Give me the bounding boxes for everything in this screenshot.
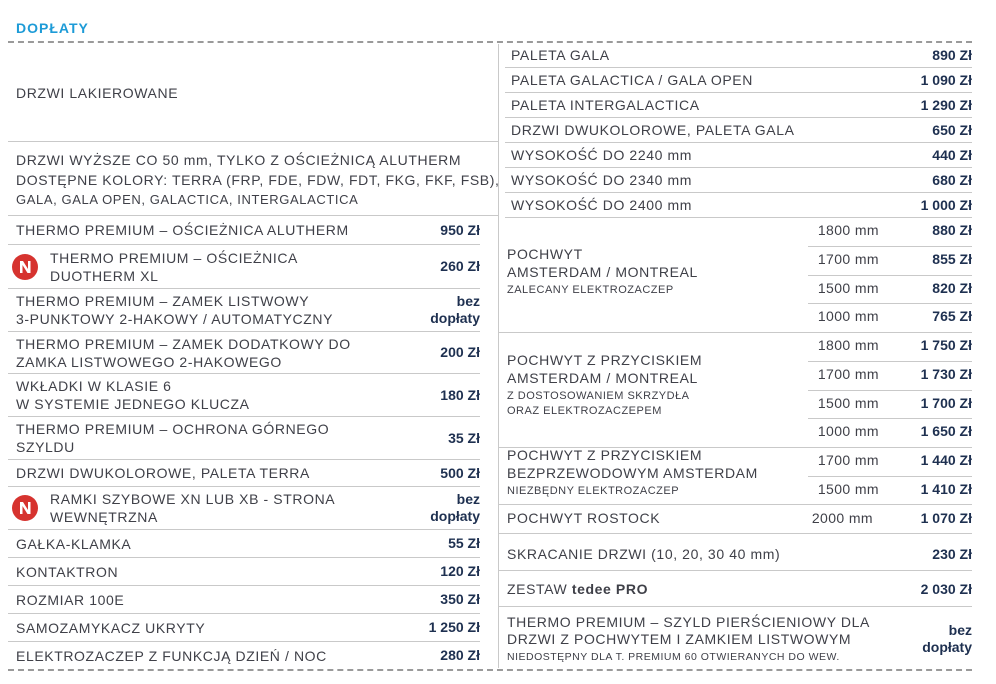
row-divider <box>8 529 480 530</box>
top-dashed-divider <box>8 41 972 43</box>
drzwi-wyzsze-line: DOSTĘPNE KOLORY: TERRA (FRP, FDE, FDW, FDT, FKG, FKF, FSB), <box>16 172 500 188</box>
handle-group-label: AMSTERDAM / MONTREAL <box>507 370 698 386</box>
row-divider <box>808 361 972 362</box>
handle-group-label: AMSTERDAM / MONTREAL <box>507 264 698 280</box>
handle-price: 1 750 Zł <box>920 337 972 353</box>
row-divider <box>505 67 972 68</box>
left-row-label: ZAMKA LISTWOWEGO 2-HAKOWEGO <box>16 353 282 370</box>
right-row-label: PALETA INTERGALACTICA <box>511 97 700 113</box>
row-divider <box>8 215 498 216</box>
handle-group-label: POCHWYT Z PRZYCISKIEM <box>507 447 703 463</box>
left-row-price: 180 Zł <box>440 386 480 403</box>
row-divider <box>8 244 480 245</box>
left-row-label: THERMO PREMIUM – OŚCIEŻNICA <box>50 249 298 266</box>
left-row-label: SZYLDU <box>16 439 75 455</box>
handle-price: 855 Zł <box>932 250 972 267</box>
row-divider <box>498 533 972 534</box>
right-row-price: 1 290 Zł <box>920 97 972 113</box>
right-row-label: WYSOKOŚĆ DO 2240 mm <box>511 147 692 163</box>
row-divider <box>808 390 972 391</box>
szyld-line: THERMO PREMIUM – SZYLD PIERŚCIENIOWY DLA <box>507 614 870 630</box>
left-row-label: THERMO PREMIUM – ZAMEK LISTWOWY <box>16 293 310 309</box>
right-row-price: 1 090 Zł <box>920 72 972 88</box>
handle-group-note: ORAZ ELEKTROZACZEPEM <box>507 405 662 417</box>
left-row-price: 120 Zł <box>440 563 480 579</box>
row-divider <box>808 418 972 419</box>
handle-price: 1 440 Zł <box>920 452 972 468</box>
handle-length: 1800 mm <box>817 337 879 353</box>
handle-group-label: BEZPRZEWODOWYM AMSTERDAM <box>507 465 758 481</box>
szyld-line: DRZWI Z POCHWYTEM I ZAMKIEM LISTWOWYM <box>507 631 852 647</box>
handle-length: 1500 mm <box>817 480 879 497</box>
row-divider <box>498 606 972 607</box>
row-divider <box>8 585 480 586</box>
handle-length: 1000 mm <box>817 308 879 325</box>
szyld-note: NIEDOSTĘPNY DLA T. PREMIUM 60 OTWIERANYCH DO WEW. <box>507 651 840 663</box>
left-row-label: THERMO PREMIUM – OŚCIEŻNICA ALUTHERM <box>16 222 349 238</box>
row-divider <box>808 275 972 276</box>
column-divider <box>498 44 499 668</box>
row-divider <box>8 288 480 289</box>
drzwi-wyzsze-line: DRZWI WYŻSZE CO 50 mm, TYLKO Z OŚCIEŻNICĄ ALUTHERM <box>16 152 462 168</box>
right-row-label: DRZWI DWUKOLOROWE, PALETA GALA <box>511 122 795 138</box>
right-row-label: PALETA GALA <box>511 47 610 63</box>
row-divider <box>808 303 972 304</box>
left-row-label: WEWNĘTRZNA <box>50 509 158 525</box>
row-divider <box>8 373 480 374</box>
left-row-price: 260 Zł <box>440 258 480 274</box>
row-divider <box>8 557 480 558</box>
left-row-price: 1 250 Zł <box>428 619 480 635</box>
row-divider <box>8 331 480 332</box>
left-row-label: 3-PUNKTOWY 2-HAKOWY / AUTOMATYCZNY <box>16 311 334 327</box>
row-divider <box>505 117 972 118</box>
right-row-price: 680 Zł <box>932 172 972 188</box>
left-row-label: ELEKTROZACZEP Z FUNKCJĄ DZIEŃ / NOC <box>16 647 327 664</box>
left-row-label: W SYSTEMIE JEDNEGO KLUCZA <box>16 396 250 412</box>
handle-length: 1700 mm <box>817 365 879 382</box>
left-row-label: GAŁKA-KLAMKA <box>16 535 132 552</box>
right-row-label: WYSOKOŚĆ DO 2400 mm <box>511 197 692 213</box>
left-row-price: 200 Zł <box>440 344 480 360</box>
handle-length: 1700 mm <box>817 250 879 267</box>
handle-length: 1500 mm <box>817 279 879 296</box>
handle-group-note: ZALECANY ELEKTROZACZEP <box>507 284 674 296</box>
left-row-price: 350 Zł <box>440 591 480 607</box>
left-row-label: RAMKI SZYBOWE XN LUB XB - STRONA <box>50 491 336 507</box>
row-divider <box>8 486 480 487</box>
handle-group-label: POCHWYT Z PRZYCISKIEM <box>507 352 703 368</box>
left-row-label: THERMO PREMIUM – ZAMEK DODATKOWY DO <box>16 335 351 352</box>
price-line: dopłaty <box>430 508 480 524</box>
zestaw-brand: tedee PRO <box>571 581 649 597</box>
handle-price: 1 700 Zł <box>920 394 972 411</box>
left-row-label: KONTAKTRON <box>16 563 119 580</box>
row-divider <box>8 459 480 460</box>
new-badge-icon <box>12 254 38 280</box>
price-line: bez <box>948 622 972 638</box>
bottom-dashed-divider <box>8 669 972 671</box>
page-title: DOPŁATY <box>16 20 89 36</box>
handle-price: 880 Zł <box>932 222 972 238</box>
handle-length: 1500 mm <box>817 394 879 411</box>
left-row-price <box>390 491 480 525</box>
rostock-price: 1 070 Zł <box>920 510 972 526</box>
handle-length: 1700 mm <box>817 452 879 468</box>
row-divider <box>8 613 480 614</box>
price-line: bez <box>456 491 480 507</box>
row-divider <box>505 142 972 143</box>
left-row-label: DRZWI DWUKOLOROWE, PALETA TERRA <box>16 465 310 481</box>
row-divider <box>8 141 498 142</box>
row-divider <box>505 92 972 93</box>
left-row-label: DUOTHERM XL <box>50 267 159 284</box>
row-divider <box>505 217 972 218</box>
left-row-price <box>390 293 480 327</box>
drzwi-lakierowane-label: DRZWI LAKIEROWANE <box>16 85 179 101</box>
price-line: dopłaty <box>430 310 480 326</box>
right-row-price: 440 Zł <box>932 147 972 163</box>
row-divider <box>498 332 972 333</box>
left-row-label: WKŁADKI W KLASIE 6 <box>16 378 172 394</box>
handle-group-label: POCHWYT <box>507 246 583 262</box>
left-row-label: THERMO PREMIUM – OCHRONA GÓRNEGO <box>16 421 330 437</box>
right-row-price: 890 Zł <box>932 47 972 63</box>
handle-length: 1000 mm <box>817 423 879 440</box>
right-row-label: PALETA GALACTICA / GALA OPEN <box>511 72 753 88</box>
row-divider <box>498 504 972 505</box>
handle-price: 1 730 Zł <box>920 365 972 382</box>
price-line: dopłaty <box>922 639 972 655</box>
row-divider <box>8 416 480 417</box>
handle-price: 1 650 Zł <box>920 423 972 440</box>
price-line: bez <box>456 293 480 309</box>
rostock-length: 2000 mm <box>811 510 873 526</box>
new-badge-icon <box>12 495 38 521</box>
left-row-price: 280 Zł <box>440 647 480 663</box>
right-row-price: 1 000 Zł <box>920 197 972 213</box>
szyld-price <box>880 622 972 656</box>
handle-length: 1800 mm <box>817 222 879 238</box>
left-row-label: SAMOZAMYKACZ UKRYTY <box>16 619 206 636</box>
row-divider <box>808 476 972 477</box>
zestaw-price: 2 030 Zł <box>920 581 972 597</box>
left-row-price: 35 Zł <box>448 429 480 446</box>
handle-group-note: NIEZBĘDNY ELEKTROZACZEP <box>507 485 680 497</box>
row-divider <box>498 570 972 571</box>
row-divider <box>808 246 972 247</box>
row-divider <box>505 167 972 168</box>
right-row-price: 650 Zł <box>932 122 972 138</box>
handle-price: 820 Zł <box>932 279 972 296</box>
left-row-price: 500 Zł <box>440 464 480 481</box>
left-row-label: ROZMIAR 100E <box>16 591 125 608</box>
skracanie-label: SKRACANIE DRZWI (10, 20, 30 40 mm) <box>507 546 781 562</box>
rostock-label: POCHWYT ROSTOCK <box>507 510 661 526</box>
handle-price: 765 Zł <box>932 308 972 325</box>
drzwi-wyzsze-line: GALA, GALA OPEN, GALACTICA, INTERGALACTICA <box>16 192 359 207</box>
handle-group-note: Z DOSTOSOWANIEM SKRZYDŁA <box>507 390 690 402</box>
right-row-label: WYSOKOŚĆ DO 2340 mm <box>511 172 692 188</box>
skracanie-price: 230 Zł <box>932 546 972 562</box>
row-divider <box>8 641 480 642</box>
zestaw-label <box>507 581 648 598</box>
handle-price: 1 410 Zł <box>920 480 972 497</box>
left-row-price: 55 Zł <box>448 535 480 551</box>
left-row-price: 950 Zł <box>440 221 480 238</box>
zestaw-prefix: ZESTAW <box>507 581 572 597</box>
row-divider <box>505 192 972 193</box>
